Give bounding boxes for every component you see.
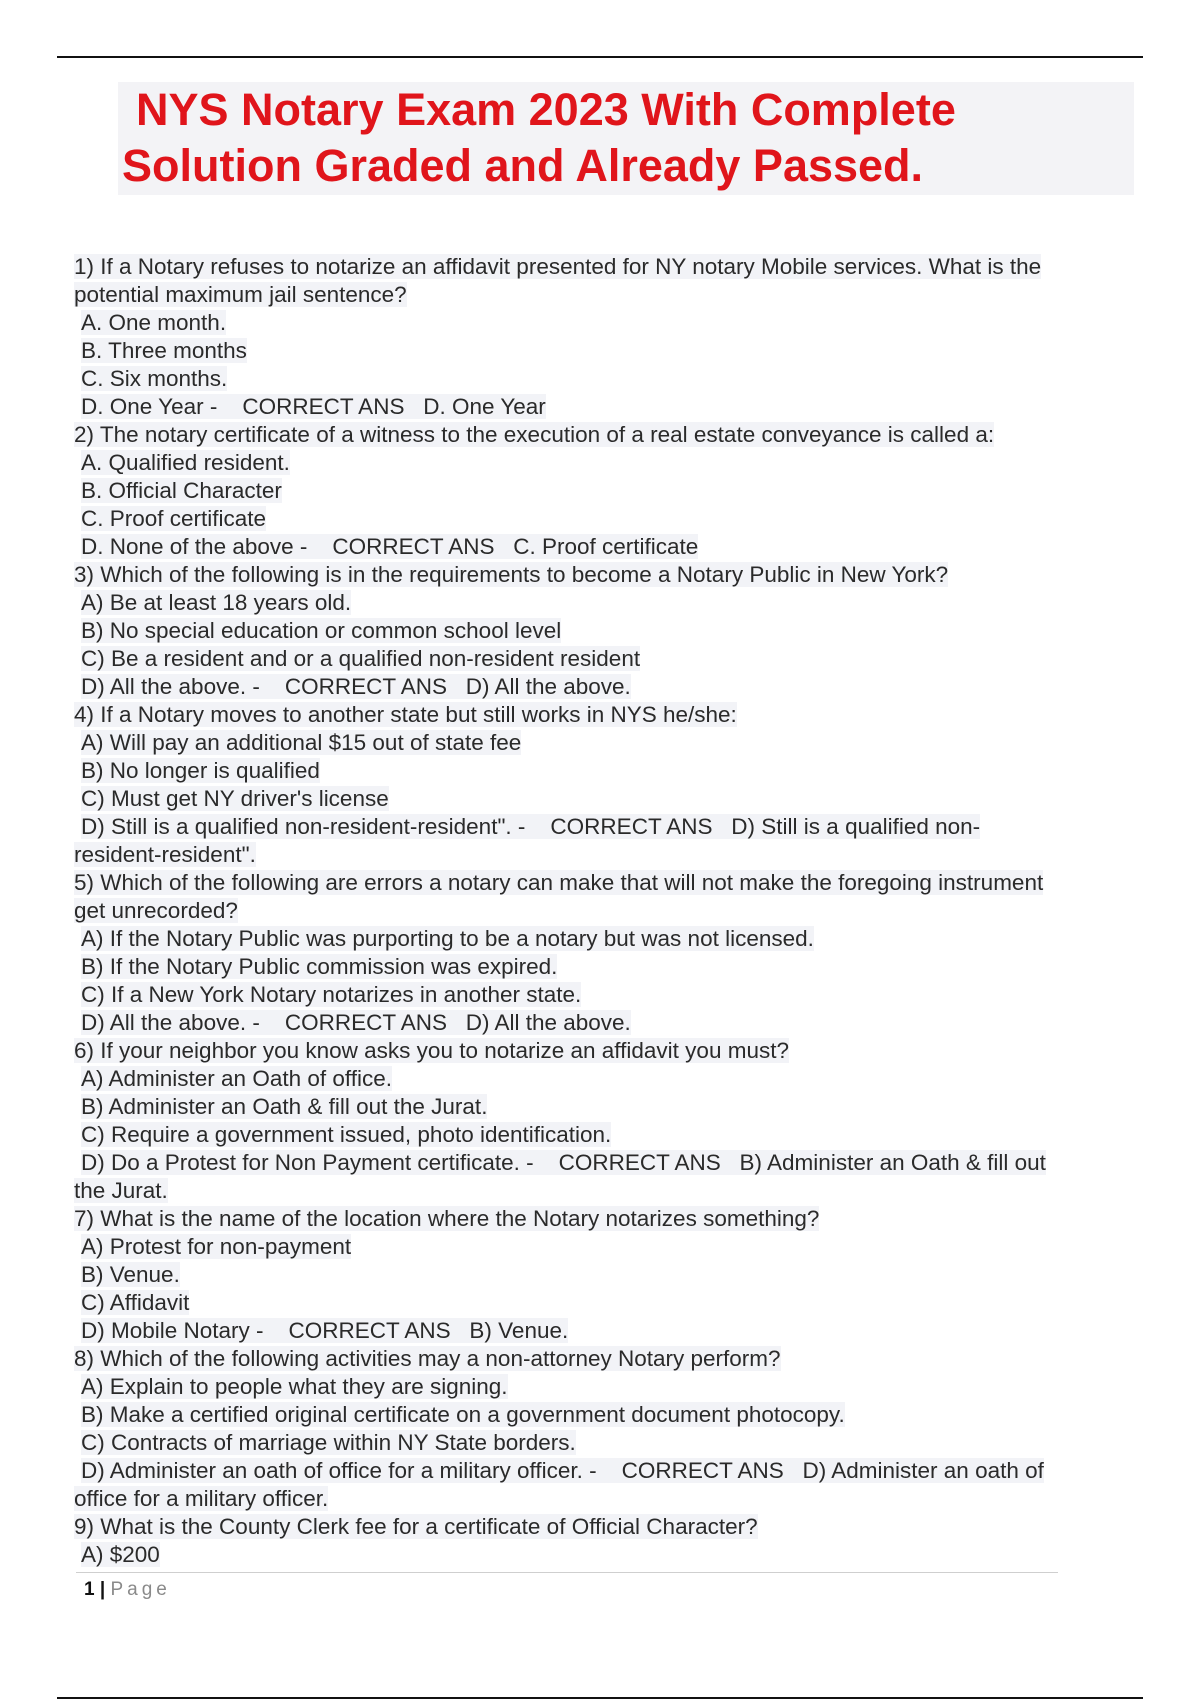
line-text: B) If the Notary Public commission was expired. [81, 954, 558, 979]
answer-option-line [74, 1289, 1134, 1317]
line-text: D) All the above. - CORRECT ANS D) All the above. [81, 1010, 631, 1035]
answer-option-line [74, 533, 1134, 561]
line-text: 7) What is the name of the location where the Notary notarizes something? [74, 1206, 820, 1231]
question-list [74, 253, 1134, 1569]
answer-option-line [74, 953, 1134, 981]
answer-option-line [74, 477, 1134, 505]
line-text: 6) If your neighbor you know asks you to notarize an affidavit you must? [74, 1038, 789, 1063]
line-text: 4) If a Notary moves to another state but still works in NYS he/she: [74, 702, 737, 727]
line-text: C) Require a government issued, photo identification. [81, 1122, 612, 1147]
line-text: B) No special education or common school level [81, 618, 562, 643]
line-text: A) Be at least 18 years old. [81, 590, 352, 615]
question-line [74, 281, 1134, 309]
line-text: C) Must get NY driver's license [81, 786, 389, 811]
line-text: C) Be a resident and or a qualified non-resident resident [81, 646, 641, 671]
answer-option-line [74, 449, 1134, 477]
question-line [74, 561, 1134, 589]
answer-option-line [74, 729, 1134, 757]
line-text: B) Venue. [81, 1262, 180, 1287]
answer-option-line [74, 589, 1134, 617]
line-text: A. Qualified resident. [81, 450, 290, 475]
line-text: D) Administer an oath of office for a military officer. - CORRECT ANS D) Administer an oath of [81, 1458, 1044, 1483]
line-text: 1) If a Notary refuses to notarize an affidavit presented for NY notary Mobile services. What is the [74, 254, 1042, 279]
line-text: 3) Which of the following is in the requirements to become a Notary Public in New York? [74, 562, 949, 587]
page-footer [84, 1579, 171, 1601]
line-text: D. None of the above - CORRECT ANS C. Proof certificate [81, 534, 699, 559]
line-text: the Jurat. [74, 1178, 168, 1203]
answer-option-line [74, 1121, 1134, 1149]
line-text: C) Affidavit [81, 1290, 190, 1315]
line-text: C. Six months. [81, 366, 228, 391]
question-line [74, 253, 1134, 281]
line-text: office for a military officer. [74, 1486, 329, 1511]
answer-option-line [74, 981, 1134, 1009]
answer-option-line [74, 1065, 1134, 1093]
line-text: D) Do a Protest for Non Payment certificate. - CORRECT ANS B) Administer an Oath & fill out [81, 1150, 1046, 1175]
answer-option-line [74, 1373, 1134, 1401]
answer-option-line [74, 1149, 1134, 1177]
line-text: resident-resident". [74, 842, 256, 867]
answer-option-line [74, 505, 1134, 533]
line-text: B. Three months [81, 338, 247, 363]
answer-option-line [74, 925, 1134, 953]
line-text: B. Official Character [81, 478, 282, 503]
question-line [74, 869, 1134, 897]
footer-rule [76, 1572, 1058, 1573]
line-text: C) If a New York Notary notarizes in another state. [81, 982, 582, 1007]
line-text: C. Proof certificate [81, 506, 267, 531]
line-text: 5) Which of the following are errors a notary can make that will not make the foregoing instrument [74, 870, 1044, 895]
question-line [74, 1205, 1134, 1233]
line-text: B) No longer is qualified [81, 758, 320, 783]
answer-option-line [74, 1233, 1134, 1261]
bottom-rule [57, 1697, 1143, 1699]
answer-option-line [74, 1401, 1134, 1429]
line-text: 9) What is the County Clerk fee for a certificate of Official Character? [74, 1514, 758, 1539]
line-text: D. One Year - CORRECT ANS D. One Year [81, 394, 546, 419]
answer-option-line [74, 785, 1134, 813]
question-line [74, 1485, 1134, 1513]
question-line [74, 421, 1134, 449]
document-title-line-1: NYS Notary Exam 2023 With Complete [136, 84, 956, 135]
line-text: A. One month. [81, 310, 227, 335]
answer-option-line [74, 309, 1134, 337]
line-text: D) Mobile Notary - CORRECT ANS B) Venue. [81, 1318, 569, 1343]
answer-option-line [74, 813, 1134, 841]
line-text: B) Make a certified original certificate on a government document photocopy. [81, 1402, 845, 1427]
answer-option-line [74, 673, 1134, 701]
line-text: get unrecorded? [74, 898, 238, 923]
question-line [74, 1513, 1134, 1541]
line-text: D) Still is a qualified non-resident-resident". - CORRECT ANS D) Still is a qualified non- [81, 814, 981, 839]
document-title-line-2: Solution Graded and Already Passed. [122, 140, 924, 191]
answer-option-line [74, 1093, 1134, 1121]
line-text: A) Protest for non-payment [81, 1234, 352, 1259]
line-text: potential maximum jail sentence? [74, 282, 407, 307]
line-text: A) Will pay an additional $15 out of state fee [81, 730, 522, 755]
answer-option-line [74, 645, 1134, 673]
answer-option-line [74, 757, 1134, 785]
answer-option-line [74, 1541, 1134, 1569]
question-line [74, 897, 1134, 925]
page-number: 1 [84, 1579, 95, 1600]
line-text: 8) Which of the following activities may a non-attorney Notary perform? [74, 1346, 781, 1371]
answer-option-line [74, 365, 1134, 393]
answer-option-line [74, 337, 1134, 365]
top-rule [57, 56, 1143, 58]
answer-option-line [74, 1009, 1134, 1037]
footer-separator: | [99, 1579, 106, 1600]
line-text: B) Administer an Oath & fill out the Jurat. [81, 1094, 488, 1119]
answer-option-line [74, 1261, 1134, 1289]
answer-option-line [74, 617, 1134, 645]
line-text: A) Administer an Oath of office. [81, 1066, 392, 1091]
answer-option-line [74, 1457, 1134, 1485]
question-line [74, 1177, 1134, 1205]
line-text: C) Contracts of marriage within NY State borders. [81, 1430, 576, 1455]
line-text: D) All the above. - CORRECT ANS D) All the above. [81, 674, 631, 699]
answer-option-line [74, 1317, 1134, 1345]
line-text: A) If the Notary Public was purporting to be a notary but was not licensed. [81, 926, 814, 951]
question-line [74, 701, 1134, 729]
question-line [74, 1345, 1134, 1373]
answer-option-line [74, 1429, 1134, 1457]
line-text: 2) The notary certificate of a witness to the execution of a real estate conveyance is called a: [74, 422, 995, 447]
question-line [74, 841, 1134, 869]
line-text: A) $200 [81, 1542, 160, 1567]
answer-option-line [74, 393, 1134, 421]
page-label: Page [110, 1579, 171, 1600]
line-text: A) Explain to people what they are signing. [81, 1374, 508, 1399]
question-line [74, 1037, 1134, 1065]
